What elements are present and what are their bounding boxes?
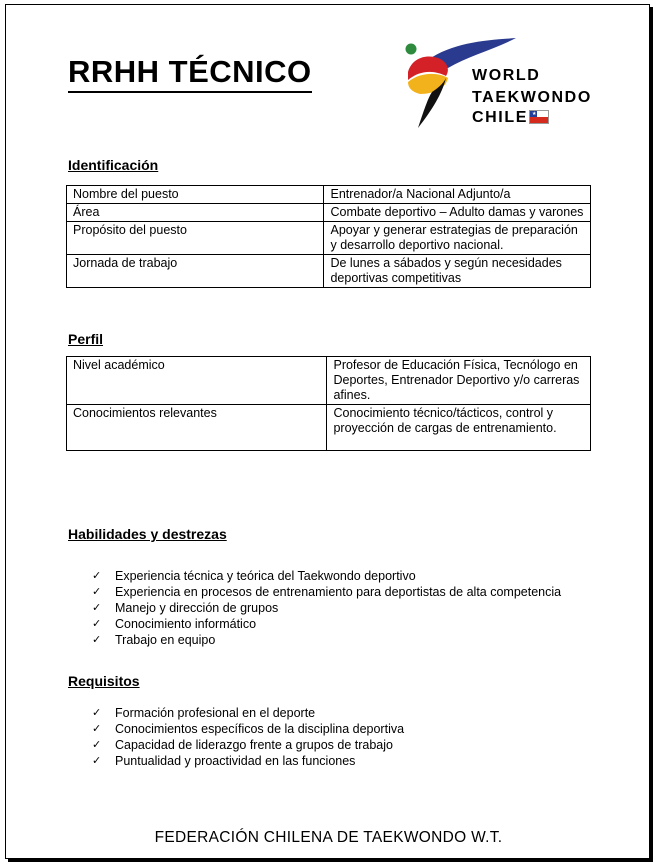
list-item-text: Capacidad de liderazgo frente a grupos de trabajo xyxy=(115,738,393,752)
logo-text-world: WORLD xyxy=(472,67,541,84)
check-icon: ✓ xyxy=(92,602,102,614)
list-item-text: Conocimiento informático xyxy=(115,617,257,631)
logo-text-taekwondo: TAEKWONDO xyxy=(472,89,592,106)
check-icon: ✓ xyxy=(92,707,102,719)
chile-flag-icon: ★ xyxy=(529,110,549,124)
check-icon: ✓ xyxy=(92,570,102,582)
table-row xyxy=(67,204,591,222)
list-item xyxy=(92,600,561,616)
list-item-text: Experiencia técnica y teórica del Taekwondo deportivo xyxy=(115,569,416,583)
requisitos-list xyxy=(92,705,404,769)
check-icon: ✓ xyxy=(92,723,102,735)
list-item-text: Trabajo en equipo xyxy=(115,633,216,647)
list-item xyxy=(92,568,561,584)
perfil-table xyxy=(66,356,591,451)
check-icon: ✓ xyxy=(92,586,102,598)
list-item-text: Formación profesional en el deporte xyxy=(115,706,316,720)
table-cell-label: Área xyxy=(67,204,324,222)
table-cell-value: Apoyar y generar estrategias de preparación y desarrollo deportivo nacional. xyxy=(324,222,591,255)
table-cell-value: De lunes a sábados y según necesidades deportivas competitivas xyxy=(324,255,591,288)
table-cell-value: Profesor de Educación Física, Tecnólogo en Deportes, Entrenador Deportivo y/o carreras afines. xyxy=(327,357,591,405)
list-item-text: Experiencia en procesos de entrenamiento para deportistas de alta competencia xyxy=(115,585,562,599)
list-item-text: Manejo y dirección de grupos xyxy=(115,601,279,615)
list-item xyxy=(92,753,404,769)
table-cell-label: Nombre del puesto xyxy=(67,186,324,204)
list-item xyxy=(92,632,561,648)
table-row xyxy=(67,222,591,255)
check-icon: ✓ xyxy=(92,755,102,767)
section-heading-requisitos: Requisitos xyxy=(68,673,140,689)
list-item xyxy=(92,721,404,737)
table-row xyxy=(67,405,591,451)
list-item xyxy=(92,705,404,721)
list-item xyxy=(92,737,404,753)
section-heading-identificacion: Identificación xyxy=(68,157,159,173)
table-cell-value: Combate deportivo – Adulto damas y varones xyxy=(324,204,591,222)
table-cell-value: Conocimiento técnico/tácticos, control y proyección de cargas de entrenamiento. xyxy=(327,405,591,451)
habilidades-list xyxy=(92,568,561,648)
table-cell-label: Nivel académico xyxy=(67,357,327,405)
table-cell-value: Entrenador/a Nacional Adjunto/a xyxy=(324,186,591,204)
check-icon: ✓ xyxy=(92,634,102,646)
table-cell-label: Jornada de trabajo xyxy=(67,255,324,288)
table-row xyxy=(67,255,591,288)
list-item xyxy=(92,584,561,600)
table-cell-label: Conocimientos relevantes xyxy=(67,405,327,451)
check-icon: ✓ xyxy=(92,739,102,751)
page-title: RRHH TÉCNICO xyxy=(68,54,312,93)
footer-federation: FEDERACIÓN CHILENA DE TAEKWONDO W.T. xyxy=(154,829,503,846)
table-row xyxy=(67,186,591,204)
table-row xyxy=(67,357,591,405)
table-cell-label: Propósito del puesto xyxy=(67,222,324,255)
list-item-text: Conocimientos específicos de la disciplina deportiva xyxy=(115,722,405,736)
identificacion-table xyxy=(66,185,591,288)
list-item xyxy=(92,616,561,632)
section-heading-habilidades: Habilidades y destrezas xyxy=(68,526,227,542)
logo-text-chile: CHILE xyxy=(472,109,528,126)
check-icon: ✓ xyxy=(92,618,102,630)
list-item-text: Puntualidad y proactividad en las funciones xyxy=(115,754,356,768)
section-heading-perfil: Perfil xyxy=(68,331,104,347)
